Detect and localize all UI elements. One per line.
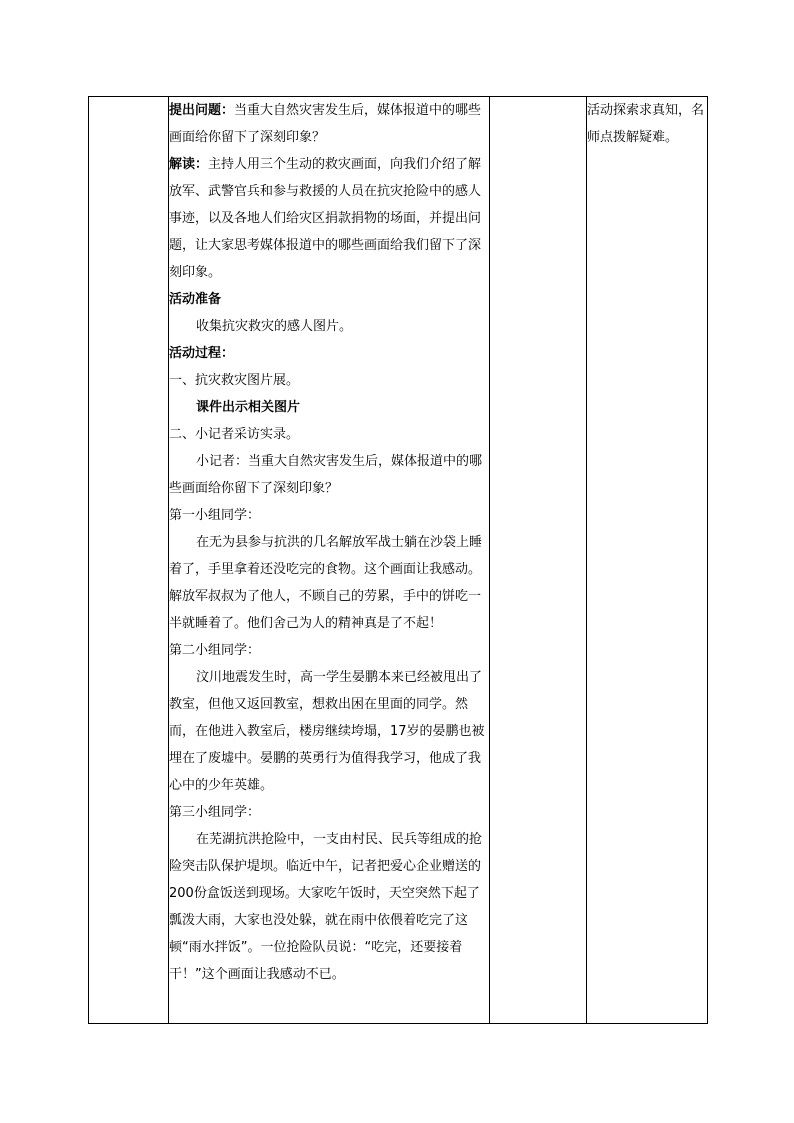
lesson-plan-table [88,96,708,1024]
paragraph-text: 当重大自然灾害发生后，媒体报道中的哪些画面给你留下了深刻印象？ [169,103,482,145]
content-paragraph [169,367,489,394]
content-paragraph [169,394,489,421]
activity-content-cell [169,97,490,1024]
paragraph-label: 解读： [169,157,209,172]
content-paragraph [169,799,489,826]
content-paragraph [169,637,489,664]
paragraph-label: 活动准备 [169,292,222,307]
paragraph-text: 主持人用三个生动的救灾画面，向我们介绍了解放军、武警官兵和参与救援的人员在抗灾抢险中的感人事迹，以及各地人们给灾区捐款捐物的场面，并提出问题，让大家思考媒体报道中的哪些画面给我们留下了深刻印象。 [169,157,482,280]
paragraph-text: 第三小组同学： [169,805,261,820]
design-intent-cell [587,97,708,1024]
design-intent-text: 活动探索求真知，名师点拨解疑难。 [587,103,705,145]
content-paragraph [169,151,489,286]
paragraph-text: 小记者：当重大自然灾害发生后，媒体报道中的哪些画面给你留下了深刻印象？ [169,454,483,496]
empty-left-cell [89,97,169,1024]
paragraph-label: 活动过程： [169,346,235,361]
paragraph-text: 收集抗灾救灾的感人图片。 [196,319,353,334]
paragraph-text: 二、小记者采访实录。 [169,427,300,442]
content-paragraph [169,286,489,313]
table-row [89,97,708,1024]
paragraph-text: 汶川地震发生时，高一学生晏鹏本来已经被甩出了教室，但他又返回教室，想救出困在里面的同学。然而，在他进入教室后，楼房继续垮塌，17岁的晏鹏也被埋在了废墟中。晏鹏的英勇行为值得我学习，他成了我心中的少年英雄。 [169,670,485,793]
paragraph-text: 在无为县参与抗洪的几名解放军战士躺在沙袋上睡着了，手里拿着还没吃完的食物。这个画面让我感动。解放军叔叔为了他人，不顾自己的劳累，手中的饼吃一半就睡着了。他们舍己为人的精神真是了不起！ [169,535,483,631]
empty-middle-cell [490,97,587,1024]
content-paragraph [169,826,489,988]
paragraph-text: 第二小组同学： [169,643,261,658]
content-paragraph [169,340,489,367]
content-paragraph [169,313,489,340]
content-paragraph [169,97,489,151]
content-paragraph [169,448,489,502]
content-paragraph [169,502,489,529]
paragraph-label: 课件出示相关图片 [196,400,301,415]
paragraph-text: 第一小组同学： [169,508,261,523]
paragraph-text: 在芜湖抗洪抢险中，一支由村民、民兵等组成的抢险突击队保护堤坝。临近中午，记者把爱心企业赠送的200份盒饭送到现场。大家吃午饭时，天空突然下起了瓢泼大雨，大家也没处躲，就在雨中依偎着吃完了这顿“雨水拌饭”。一位抢险队员说：“吃完，还要接着干！”这个画面让我感动不已。 [169,832,483,982]
activity-content [169,97,489,988]
paragraph-label: 提出问题： [169,103,235,118]
content-paragraph [169,664,489,799]
content-paragraph [169,421,489,448]
paragraph-text: 一、抗灾救灾图片展。 [169,373,300,388]
content-paragraph [169,529,489,637]
